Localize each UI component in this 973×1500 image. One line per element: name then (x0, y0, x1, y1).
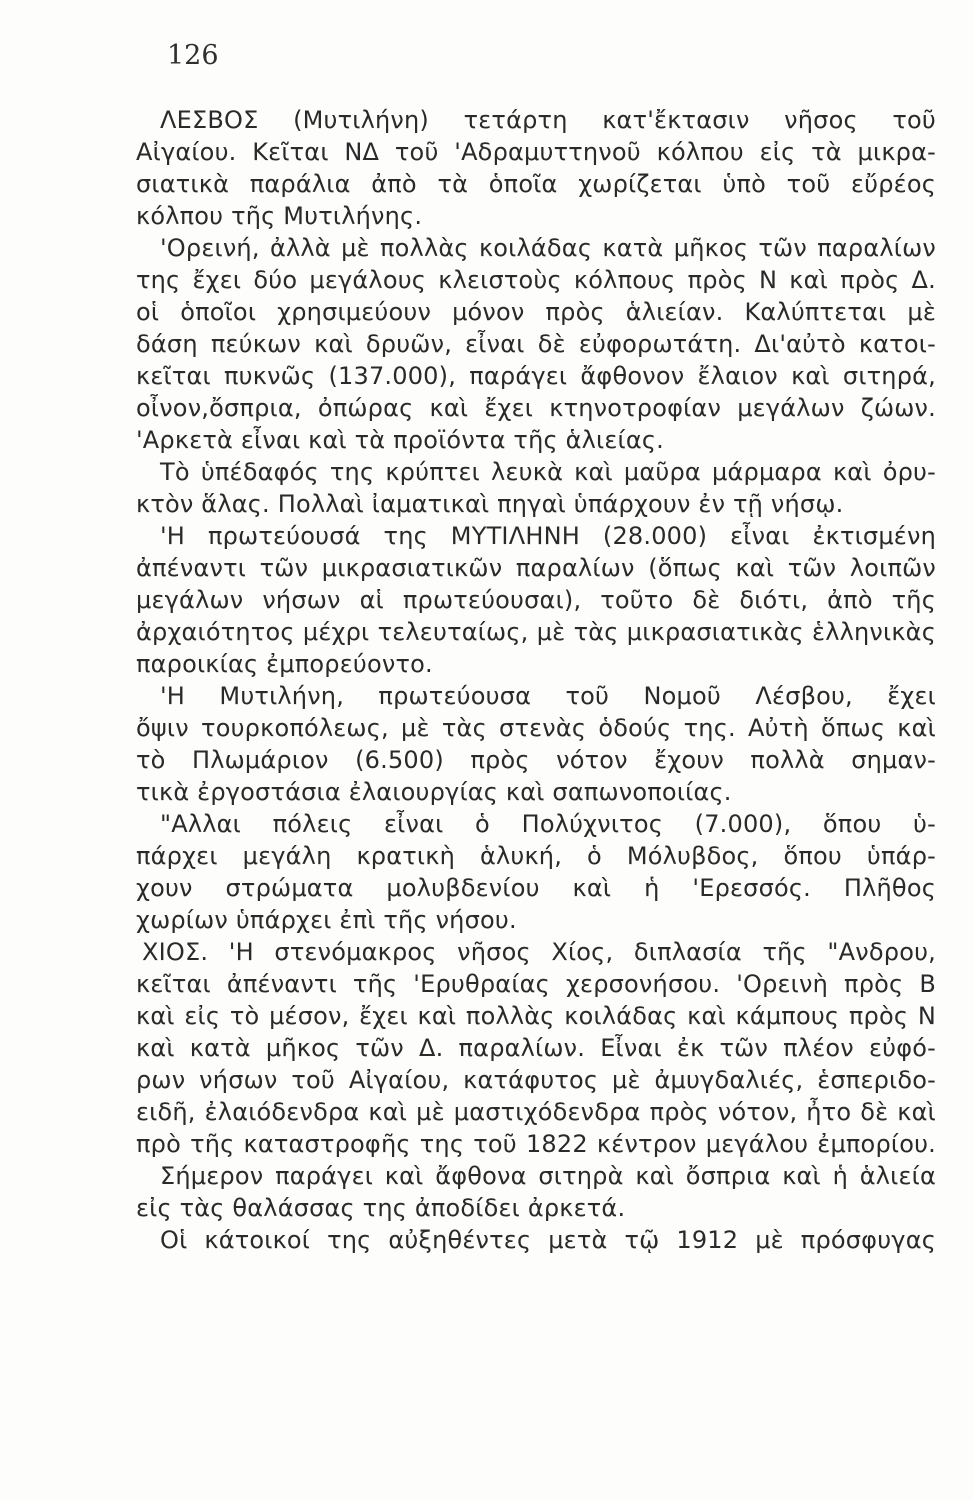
text-line: κόλπου τῆς Μυτιλήνης. (136, 202, 423, 230)
text-line: ΛΕΣΒΟΣ (Μυτιλήνη) τετάρτη κατ'ἔκτασιν νῆσος τοῦ (160, 106, 936, 134)
paragraph-lesbos-terrain (136, 232, 936, 456)
text-line: Σήμερον παράγει καὶ ἄφθονα σιτηρὰ καὶ ὄσπρια καὶ ἡ ἁλιεία (160, 1162, 936, 1190)
text-line: πάρχει μεγάλη κρατικὴ ἁλυκή, ὁ Μόλυβδος, ὅπου ὑπάρ- (136, 842, 936, 870)
text-line: κεῖται ἀπέναντι τῆς 'Ερυθραίας χερσονήσου. 'Ορεινὴ πρὸς Β (136, 970, 936, 998)
text-line: κεῖται πυκνῶς (137.000), παράγει ἄφθονον ἔλαιον καὶ σιτηρά, (136, 362, 936, 390)
text-line: "Αλλαι πόλεις εἶναι ὁ Πολύχνιτος (7.000), ὅπου ὑ- (160, 810, 936, 838)
paragraph-chios-today (136, 1160, 936, 1224)
text-line: χωρίων ὑπάρχει ἐπὶ τῆς νήσου. (136, 906, 517, 934)
paragraph-mytilene-town (136, 680, 936, 808)
text-line: οἱ ὁποῖοι χρησιμεύουν μόνον πρὸς ἁλιείαν. Καλύπτεται μὲ (136, 298, 936, 326)
paragraph-chios-inhabitants (136, 1224, 936, 1256)
text-line: εἰς τὰς θαλάσσας της ἀποδίδει ἀρκετά. (136, 1194, 626, 1222)
text-line: ἀπέναντι τῶν μικρασιατικῶν παραλίων (ὅπως καὶ τῶν λοιπῶν (136, 554, 936, 582)
text-line: τικὰ ἐργοστάσια ἐλαιουργίας καὶ σαπωνοποιίας. (136, 778, 732, 806)
text-line: μεγάλων νήσων αἱ πρωτεύουσαι), τοῦτο δὲ διότι, ἀπὸ τῆς (136, 586, 936, 614)
text-line: ΧΙΟΣ. 'Η στενόμακρος νῆσος Χίος, διπλασία τῆς "Ανδρου, (142, 938, 936, 966)
paragraph-lesbos-capital (136, 520, 936, 680)
text-line: της ἔχει δύο μεγάλους κλειστοὺς κόλπους πρὸς Ν καὶ πρὸς Δ. (136, 266, 936, 294)
text-line: 'Ορεινή, ἀλλὰ μὲ πολλὰς κοιλάδας κατὰ μῆκος τῶν παραλίων (160, 234, 936, 262)
text-line: Οἱ κάτοικοί της αὐξηθέντες μετὰ τῷ 1912 μὲ πρόσφυγας (160, 1226, 936, 1254)
text-line: Αἰγαίου. Κεῖται ΝΔ τοῦ 'Αδραμυττηνοῦ κόλπου εἰς τὰ μικρα- (136, 138, 936, 166)
paragraph-lesbos-subsoil (136, 456, 936, 520)
text-line: 'Η Μυτιλήνη, πρωτεύουσα τοῦ Νομοῦ Λέσβου, ἔχει (160, 682, 936, 710)
text-line: 'Αρκετὰ εἶναι καὶ τὰ προϊόντα τῆς ἁλιείας. (136, 426, 664, 454)
text-line: παροικίας ἐμπορεύοντο. (136, 650, 433, 678)
text-line: κτὸν ἅλας. Πολλαὶ ἰαματικαὶ πηγαὶ ὑπάρχουν ἐν τῇ νήσῳ. (136, 490, 844, 518)
paragraph-other-towns (136, 808, 936, 936)
paragraph-lesbos-intro (136, 104, 936, 232)
text-line: οἶνον,ὄσπρια, ὀπώρας καὶ ἔχει κτηνοτροφίαν μεγάλων ζώων. (136, 394, 936, 422)
text-line: ἀρχαιότητος μέχρι τελευταίως, μὲ τὰς μικρασιατικὰς ἑλληνικὰς (136, 618, 936, 646)
text-line: καὶ κατὰ μῆκος τῶν Δ. παραλίων. Εἶναι ἐκ τῶν πλέον εὐφό- (136, 1034, 936, 1062)
text-line: Τὸ ὑπέδαφός της κρύπτει λευκὰ καὶ μαῦρα μάρμαρα καὶ ὀρυ- (160, 458, 936, 486)
text-line: ρων νήσων τοῦ Αἰγαίου, κατάφυτος μὲ ἀμυγδαλιές, ἑσπεριδο- (136, 1066, 936, 1094)
text-line: ειδῆ, ἐλαιόδενδρα καὶ μὲ μαστιχόδενδρα πρὸς νότον, ἦτο δὲ καὶ (136, 1098, 936, 1126)
text-line: ὄψιν τουρκοπόλεως, μὲ τὰς στενὰς ὁδούς της. Αὐτὴ ὅπως καὶ (136, 714, 936, 742)
text-line: χουν στρώματα μολυβδενίου καὶ ἡ 'Ερεσσός. Πλῆθος (136, 874, 936, 902)
text-line: 'Η πρωτεύουσά της ΜΥΤΙΛΗΝΗ (28.000) εἶναι ἐκτισμένη (160, 522, 936, 550)
text-line: σιατικὰ παράλια ἀπὸ τὰ ὁποῖα χωρίζεται ὑπὸ τοῦ εὔρέος (136, 170, 936, 198)
text-line: πρὸ τῆς καταστροφῆς της τοῦ 1822 κέντρον μεγάλου ἐμπορίου. (136, 1130, 936, 1158)
page-number: 126 (167, 40, 219, 71)
text-line: δάση πεύκων καὶ δρυῶν, εἶναι δὲ εὐφορωτάτη. Δι'αὐτὸ κατοι- (136, 330, 936, 358)
text-line: καὶ εἰς τὸ μέσον, ἔχει καὶ πολλὰς κοιλάδας καὶ κάμπους πρὸς Ν (136, 1002, 936, 1030)
text-line: τὸ Πλωμάριον (6.500) πρὸς νότον ἔχουν πολλὰ σημαν- (136, 746, 936, 774)
paragraph-chios (136, 936, 936, 1160)
body-text (136, 104, 936, 1256)
